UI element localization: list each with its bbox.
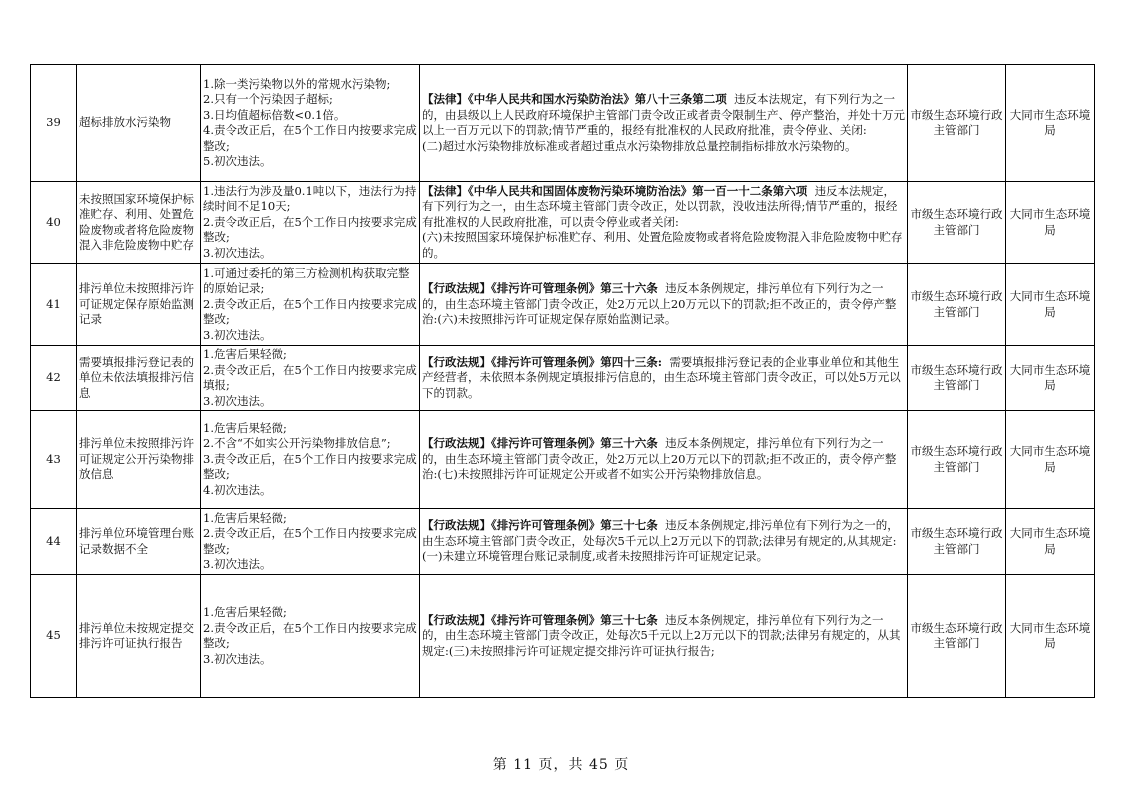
exemption-conditions (201, 264, 420, 346)
legal-basis (420, 65, 908, 182)
basis-text: 违反本法规定，有下列行为之一的，由县级以上人民政府环境保护主管部门责令改正或者责令限制生产、停产整治，并处十万元以上一百万元以下的罚款;情节严重的，报经有批准权的人民政府批准，责令停业、关闭: (422, 92, 905, 137)
basis-type: 【法律】 (422, 183, 468, 198)
exemption-conditions (201, 346, 420, 411)
exemption-conditions (201, 411, 420, 509)
violation-item: 排污单位环境管理台账记录数据不全 (77, 509, 201, 575)
basis-text: 违反本条例规定，排污单位有下列行为之一的，由生态环境主管部门责令改正，处2万元以上20万元以下的罚款;拒不改正的，责令停产整治:(七)未按照排污许可证规定公开或者不如实公开污染物排放信息。 (422, 436, 897, 482)
enforcing-department: 市级生态环境行政主管部门 (908, 411, 1006, 509)
basis-type: 【行政法规】 (422, 281, 491, 296)
condition-line: 2.责令改正后，在5个工作日内按要求完成整改; (203, 296, 417, 327)
enforcing-organization: 大同市生态环境局 (1006, 264, 1095, 346)
condition-line: 4.责令改正后，在5个工作日内按要求完成整改; (203, 123, 417, 153)
basis-text: 违反本条例规定，排污单位有下列行为之一的，由生态环境主管部门责令改正，处每次5千元以上2万元以下的罚款;法律另有规定的，从其规定:(三)未按照排污许可证规定提交排污许可证执行报告; (422, 612, 901, 658)
condition-line: 1.危害后果轻微; (203, 510, 287, 525)
exemption-conditions (201, 509, 420, 575)
condition-line: 3.初次违法。 (203, 393, 272, 408)
basis-title: 《排污许可管理条例》第三十七条 (491, 518, 658, 533)
violation-item: 未按照国家环境保护标准贮存、利用、处置危险废物或者将危险废物混入非危险废物中贮存 (77, 182, 201, 264)
penalty-exemption-table (30, 64, 1095, 698)
violation-item: 排污单位未按规定提交排污许可证执行报告 (77, 575, 201, 698)
condition-line: 2.不含“不如实公开污染物排放信息”; (203, 436, 391, 451)
row-number: 40 (31, 182, 77, 264)
enforcing-department: 市级生态环境行政主管部门 (908, 182, 1006, 264)
row-number: 41 (31, 264, 77, 346)
condition-line: 5.初次违法。 (203, 154, 272, 168)
basis-clause: (六)未按照国家环境保护标准贮存、利用、处置危险废物或者将危险废物混入非危险废物中贮存的。 (422, 230, 903, 260)
table-row (31, 509, 1095, 575)
enforcing-department: 市级生态环境行政主管部门 (908, 575, 1006, 698)
basis-title: 《中华人民共和国水污染防治法》第八十三条第二项 (468, 92, 727, 106)
basis-title: 《中华人民共和国固体废物污染环境防治法》第一百一十二条第六项 (468, 183, 808, 198)
basis-title: 《排污许可管理条例》第三十六条 (491, 436, 658, 451)
table-row (31, 182, 1095, 264)
condition-line: 1.危害后果轻微; (203, 347, 287, 361)
violation-item: 排污单位未按照排污许可证规定公开污染物排放信息 (77, 411, 201, 509)
legal-basis (420, 509, 908, 575)
condition-line: 3.初次违法。 (203, 245, 272, 260)
row-number: 45 (31, 575, 77, 698)
condition-line: 2.责令改正后，在5个工作日内按要求完成整改; (203, 214, 417, 245)
basis-text: 违反本条例规定，排污单位有下列行为之一的，由生态环境主管部门责令改正，处2万元以上20万元以下的罚款;拒不改正的，责令停产整治:(六)未按照排污许可证规定保存原始监测记录。 (422, 281, 897, 327)
condition-line: 3.初次违法。 (203, 327, 272, 342)
basis-title: 《排污许可管理条例》第三十六条 (491, 281, 658, 296)
table-row (31, 65, 1095, 182)
row-number: 42 (31, 346, 77, 411)
legal-basis (420, 182, 908, 264)
condition-line: 1.违法行为涉及量0.1吨以下，违法行为持续时间不足10天; (203, 183, 417, 214)
condition-line: 1.危害后果轻微; (203, 605, 287, 619)
basis-title: 《排污许可管理条例》第三十七条 (491, 612, 658, 627)
table-row (31, 411, 1095, 509)
condition-line: 3.初次违法。 (203, 651, 272, 666)
basis-title: 《排污许可管理条例》第四十三条: (491, 354, 662, 369)
enforcing-organization: 大同市生态环境局 (1006, 65, 1095, 182)
violation-item: 超标排放水污染物 (77, 65, 201, 182)
enforcing-organization: 大同市生态环境局 (1006, 509, 1095, 575)
condition-line: 4.初次违法。 (203, 482, 272, 497)
enforcing-organization: 大同市生态环境局 (1006, 346, 1095, 411)
condition-line: 2.责令改正后，在5个工作日内按要求完成整改; (203, 620, 417, 650)
legal-basis (420, 411, 908, 509)
enforcing-department: 市级生态环境行政主管部门 (908, 509, 1006, 575)
basis-type: 【行政法规】 (422, 436, 491, 451)
condition-line: 3.责令改正后，在5个工作日内按要求完成整改; (203, 451, 417, 482)
condition-line: 3.日均值超标倍数<0.1倍。 (203, 107, 346, 122)
table-row (31, 575, 1095, 698)
exemption-conditions (201, 182, 420, 264)
condition-line: 2.责令改正后，在5个工作日内按要求完成整改; (203, 526, 417, 556)
exemption-conditions (201, 575, 420, 698)
page-footer: 第 11 页，共 45 页 (492, 757, 630, 773)
enforcing-organization: 大同市生态环境局 (1006, 182, 1095, 264)
basis-type: 【法律】 (422, 92, 468, 106)
table-row (31, 346, 1095, 411)
legal-basis (420, 346, 908, 411)
row-number: 44 (31, 509, 77, 575)
basis-text: 需要填报排污登记表的企业事业单位和其他生产经营者，未依照本条例规定填报排污信息的，由生态环境主管部门责令改正，可以处5万元以下的罚款。 (422, 354, 901, 400)
basis-text: 违反本条例规定,排污单位有下列行为之一的，由生态环境主管部门责令改正，处每次5千元以上2万元以下的罚款;法律另有规定的,从其规定:(一)未建立环境管理台账记录制度,或者未按照排污许可证规定记录。 (422, 518, 899, 564)
row-number: 39 (31, 65, 77, 182)
enforcing-organization: 大同市生态环境局 (1006, 411, 1095, 509)
table-body (31, 65, 1095, 698)
violation-item: 排污单位未按照排污许可证规定保存原始监测记录 (77, 264, 201, 346)
enforcing-organization: 大同市生态环境局 (1006, 575, 1095, 698)
legal-basis (420, 575, 908, 698)
condition-line: 1.可通过委托的第三方检测机构获取完整的原始记录; (203, 265, 410, 296)
basis-type: 【行政法规】 (422, 518, 491, 533)
enforcing-department: 市级生态环境行政主管部门 (908, 346, 1006, 411)
condition-line: 2.责令改正后，在5个工作日内按要求完成填报; (203, 362, 417, 392)
exemption-conditions (201, 65, 420, 182)
condition-line: 1.除一类污染物以外的常规水污染物; (203, 76, 391, 91)
condition-line: 3.初次违法。 (203, 557, 272, 571)
basis-clause: (二)超过水污染物排放标准或者超过重点水污染物排放总量控制指标排放水污染物的。 (422, 138, 857, 153)
table-row (31, 264, 1095, 346)
enforcing-department: 市级生态环境行政主管部门 (908, 65, 1006, 182)
basis-type: 【行政法规】 (422, 612, 491, 627)
condition-line: 2.只有一个污染因子超标; (203, 92, 333, 106)
enforcing-department: 市级生态环境行政主管部门 (908, 264, 1006, 346)
basis-text: 违反本法规定，有下列行为之一，由生态环境主管部门责令改正，处以罚款，没收违法所得;情节严重的，报经有批准权的人民政府批准，可以责令停业或者关闭: (422, 183, 898, 229)
violation-item: 需要填报排污登记表的单位未依法填报排污信息 (77, 346, 201, 411)
legal-basis (420, 264, 908, 346)
basis-type: 【行政法规】 (422, 354, 491, 369)
row-number: 43 (31, 411, 77, 509)
condition-line: 1.危害后果轻微; (203, 420, 287, 435)
